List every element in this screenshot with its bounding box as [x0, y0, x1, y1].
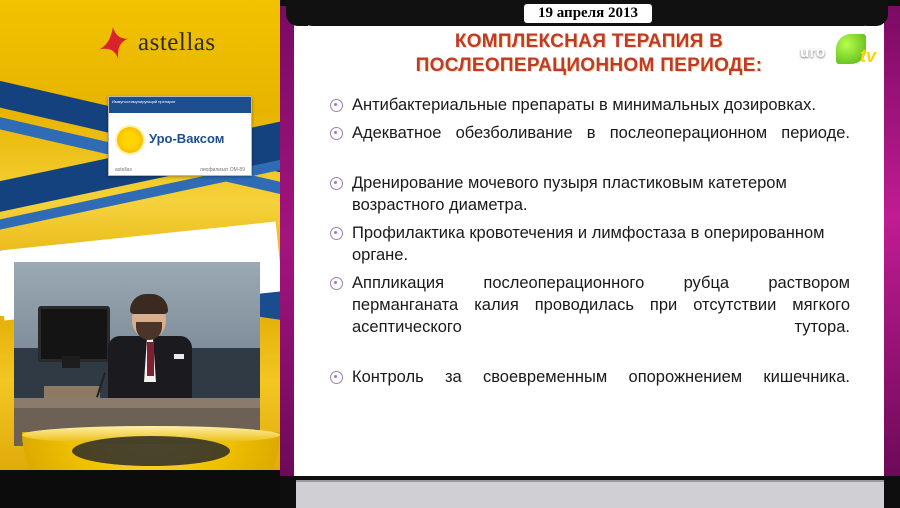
speaker-tie [147, 342, 154, 376]
bullet-marker-icon [330, 277, 343, 290]
slide-bottom-bar [296, 480, 884, 508]
bullet-marker-icon [330, 177, 343, 190]
list-item-text: Контроль за своевременным опорожнением кишечника. [352, 368, 850, 386]
list-item [330, 172, 850, 216]
slide-title-line1: КОМПЛЕКСНАЯ ТЕРАПИЯ В [454, 31, 724, 52]
list-item-text: Адекватное обезболивание в послеоперационном периоде. [352, 124, 850, 142]
speaker-hair [130, 294, 168, 314]
product-card-footer-right: лиофилизат ОМ-89 [199, 167, 245, 173]
list-item-text: Антибактериальные препараты в минимальных дозировках. [352, 96, 816, 114]
sponsor-name: astellas [138, 29, 216, 56]
slide-accent-right [884, 6, 900, 476]
slide-area [280, 0, 900, 508]
date-badge-text: 19 апреля 2013 [524, 4, 652, 23]
sponsor-panel [0, 0, 280, 508]
speaker-video[interactable] [14, 262, 260, 446]
slide-title [334, 30, 844, 78]
left-bottom-mask [0, 470, 280, 508]
bullet-marker-icon [330, 371, 343, 384]
gold-bowl-opening [72, 436, 230, 466]
slide-content [294, 6, 884, 476]
list-item-text: Профилактика кровотечения и лимфостаза в оперированном органе. [352, 224, 825, 264]
product-card-footer-left: astellas [115, 167, 132, 173]
monitor-stand [62, 356, 80, 368]
speaker-pocket-square [174, 354, 184, 359]
slide-accent-left [280, 6, 294, 476]
bullet-marker-icon [330, 127, 343, 140]
bullet-marker-icon [330, 99, 343, 112]
channel-name: uro [800, 44, 826, 61]
red-star-icon [96, 26, 130, 60]
list-item-text: Аппликация послеоперационного рубца раствором перманганата калия проводилась при отсутствии мягкого асептического тутора. [352, 274, 850, 336]
product-name: Уро-Ваксом [149, 131, 225, 146]
list-item-text: Дренирование мочевого пузыря пластиковым катетером возрастного диаметра. [352, 174, 787, 214]
product-card [108, 96, 252, 176]
list-item [330, 222, 850, 266]
desk-top [14, 398, 260, 408]
list-item [330, 94, 850, 116]
product-card-topbar [109, 97, 251, 113]
monitor-icon [38, 306, 110, 362]
slide-title-line2: ПОСЛЕОПЕРАЦИОННОМ ПЕРИОДЕ: [415, 55, 763, 76]
product-card-topbar-line1: Иммуностимулирующий препарат [112, 99, 176, 104]
sun-icon [117, 127, 143, 153]
list-item [330, 366, 850, 410]
channel-logo [800, 32, 886, 76]
date-badge [298, 0, 878, 26]
list-item [330, 272, 850, 360]
list-item [330, 122, 850, 166]
slide-bullet-list [330, 94, 850, 416]
sponsor-logo [96, 26, 216, 60]
bullet-marker-icon [330, 227, 343, 240]
channel-suffix: tv [860, 46, 877, 66]
product-card-body [109, 113, 251, 176]
